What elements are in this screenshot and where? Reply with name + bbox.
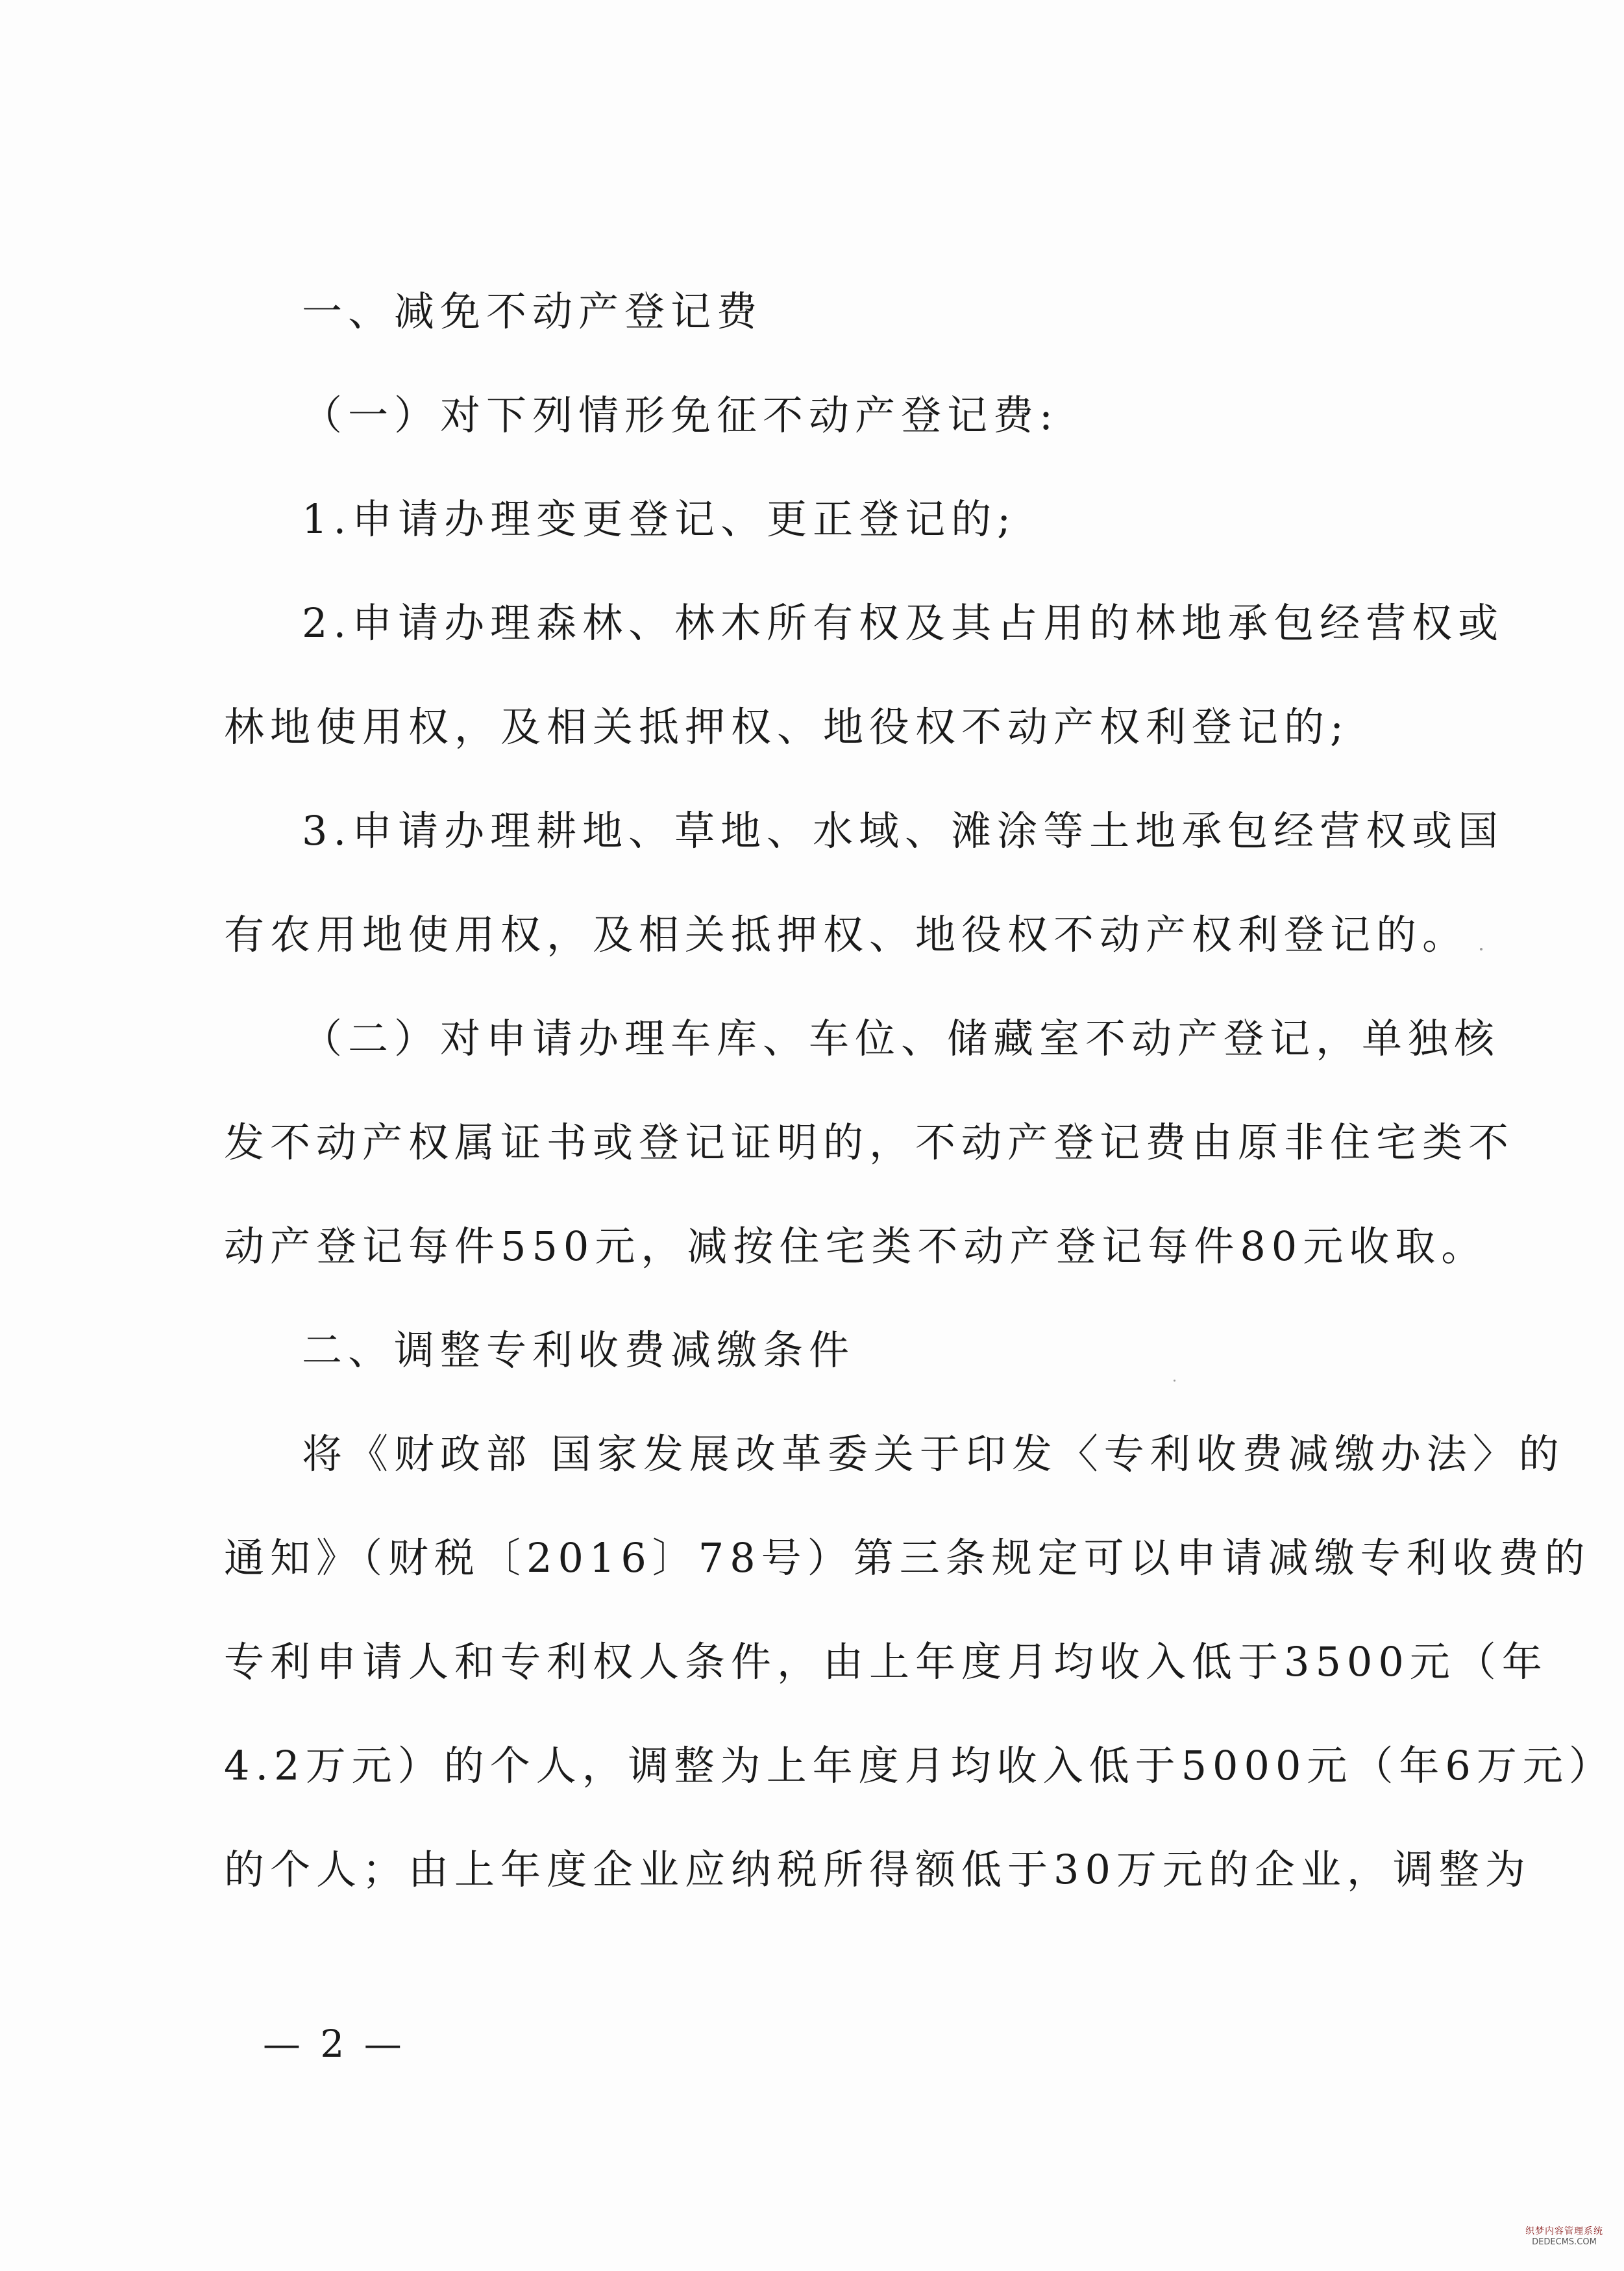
watermark-line1: 织梦内容管理系统 [1525, 2226, 1603, 2237]
section2-line4: 4.2万元）的个人，调整为上年度月均收入低于5000元（年6万元） [224, 1742, 1615, 1789]
item1-heading: （一）对下列情形免征不动产登记费: [302, 391, 1059, 439]
section2-line5: 的个人；由上年度企业应纳税所得额低于30万元的企业，调整为 [224, 1846, 1531, 1893]
point1: 1.申请办理变更登记、更正登记的; [302, 495, 1017, 543]
item2-line1: （二）对申请办理车库、车位、储藏室不动产登记，单独核 [302, 1015, 1501, 1062]
section2-line3: 专利申请人和专利权人条件，由上年度月均收入低于3500元（年 [224, 1638, 1548, 1685]
section2-heading: 二、调整专利收费减缴条件 [302, 1326, 855, 1374]
point2-line2: 林地使用权，及相关抵押权、地役权不动产权利登记的; [224, 703, 1349, 751]
section2-line1: 将《财政部 国家发展改革委关于印发〈专利收费减缴办法〉的 [302, 1430, 1565, 1478]
watermark-line2: DEDECMS.COM [1532, 2237, 1597, 2247]
point3-line1: 3.申请办理耕地、草地、水域、滩涂等土地承包经营权或国 [302, 807, 1505, 854]
point3-line2: 有农用地使用权，及相关抵押权、地役权不动产权利登记的。 [224, 911, 1469, 958]
section2-line2: 通知》（财税〔2016〕78号）第三条规定可以申请减缴专利收费的 [224, 1534, 1591, 1582]
page-number: — 2 — [263, 2022, 406, 2066]
item2-line2: 发不动产权属证书或登记证明的，不动产登记费由原非住宅类不 [224, 1119, 1515, 1166]
scan-speck [1174, 1380, 1175, 1382]
scan-speck [1480, 948, 1483, 950]
point2-line1: 2.申请办理森林、林木所有权及其占用的林地承包经营权或 [302, 599, 1505, 647]
watermark-logo [1512, 2226, 1616, 2257]
section1-heading: 一、减免不动产登记费 [302, 288, 763, 335]
item2-line3: 动产登记每件550元，减按住宅类不动产登记每件80元收取。 [224, 1222, 1488, 1270]
